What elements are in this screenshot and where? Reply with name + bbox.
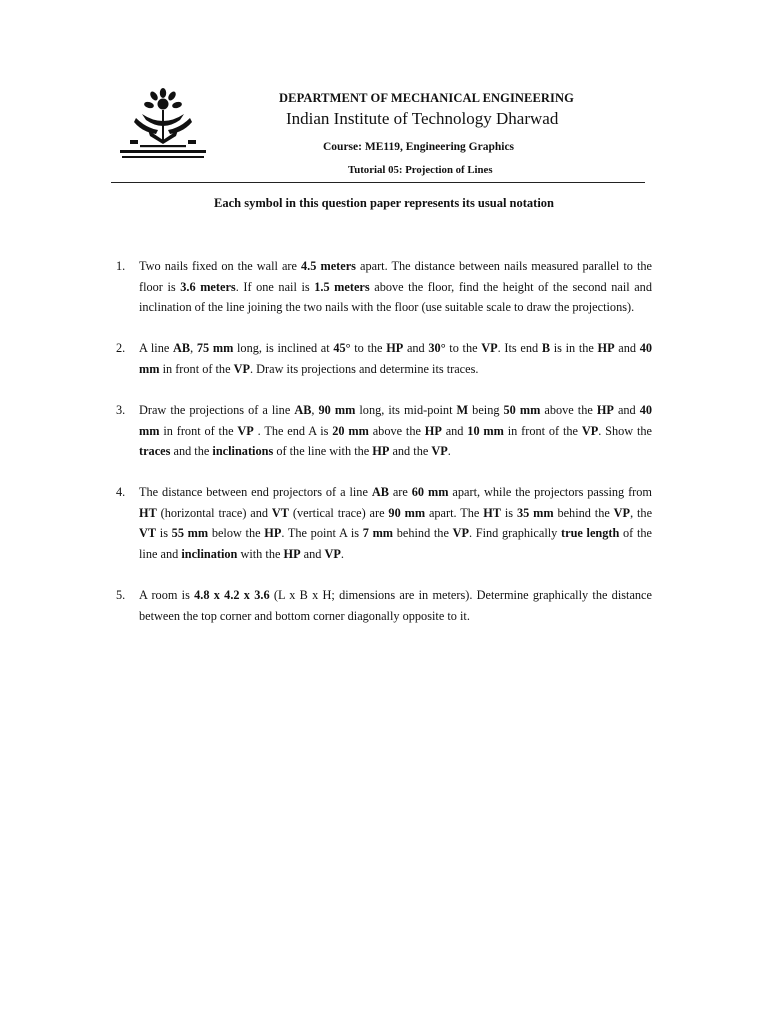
bold-term: traces [139,444,171,459]
bold-term: AB [371,485,389,500]
text-run: and [613,402,640,417]
text-run: . The point A is [281,526,363,541]
question-text [139,585,652,626]
bold-term: VP [452,526,470,541]
bold-term: HP [283,547,301,562]
text-run: long, is inclined at [233,341,334,356]
text-run: and [441,423,468,438]
question-number: 4. [116,485,126,500]
text-run: , the [630,505,653,520]
text-run: behind the [553,505,614,520]
text-run: A line [139,341,173,356]
bold-term: VP [237,423,254,438]
text-run: is [156,526,172,541]
text-run: of the line with the [273,444,373,459]
text-run: (L x B x H; dimensions are in meters). Determine graphically the distance between the top corner and bottom corner diagonally opposite to it. [139,588,652,623]
question-item [116,585,652,626]
bold-term: HP [386,341,404,356]
bold-term: M [456,402,469,417]
question-item [116,338,652,379]
bold-term: VP [581,423,599,438]
text-run: of the line and [139,526,652,562]
text-run: . If one nail is [235,279,315,294]
text-run: , [190,341,197,356]
text-run: . The end A is [253,423,333,438]
text-run: with the [237,547,284,562]
bold-term: 50 mm [503,402,541,417]
text-run: and the [170,444,213,459]
bold-term: VP [324,547,341,562]
text-run: above the [540,402,597,417]
text-run: is [501,505,517,520]
bold-term: inclinations [212,444,274,459]
text-run: in front of the [503,423,582,438]
text-run: and [614,341,640,356]
bold-term: 3.6 meters [180,279,236,294]
bold-term: 35 mm [516,505,554,520]
text-run: (vertical trace) are [289,505,389,520]
bold-term: 55 mm [171,526,209,541]
text-run: above the floor, find the height of the second nail and inclination of the line joining the two nails with the floor (use suitable scale to draw the projections). [139,279,652,315]
text-run: . Its end [497,341,542,356]
question-list [116,256,652,647]
header-divider [111,182,645,183]
text-run: below the [208,526,265,541]
text-run: apart, while the projectors passing from [448,485,652,500]
bold-term: 4.8 x 4.2 x 3.6 [194,588,270,603]
question-number: 5. [116,588,126,603]
text-run: . [447,444,451,459]
text-run: , [311,402,319,417]
text-run: in front of the [159,423,238,438]
bold-term: HT [483,505,501,520]
bold-term: AB [173,341,191,356]
text-run: to the [350,341,387,356]
question-item [116,256,652,318]
bold-term: VP [233,361,251,376]
text-run: . Show the [598,423,653,438]
question-text [139,338,652,379]
bold-term: B [541,341,551,356]
course-title: Course: ME119, Engineering Graphics [323,141,515,153]
text-run: are [388,485,412,500]
bold-term: inclination [181,547,238,562]
bold-term: 1.5 meters [314,279,370,294]
bold-term: 20 mm [332,423,369,438]
text-run: . [340,547,344,562]
text-run: Two nails fixed on the wall are [139,259,302,273]
text-run: (horizontal trace) and [156,505,272,520]
text-run: apart. The distance between nails measured parallel to the floor is [139,259,652,294]
institute-logo-icon [118,84,208,164]
text-run: . Find graphically [469,526,562,541]
text-run: apart. The [425,505,484,520]
bold-term: 4.5 meters [301,259,356,273]
question-item [116,400,652,462]
bold-term: 45° [333,341,351,356]
bold-term: HP [372,444,390,459]
text-run: in front of the [159,361,234,376]
notation-instruction: Each symbol in this question paper represents its usual notation [214,196,554,210]
institute-name: Indian Institute of Technology Dharwad [286,109,559,128]
text-run: . Draw its projections and determine its traces. [250,361,479,376]
text-run: The distance between end projectors of a line [139,485,372,500]
bold-term: 90 mm [318,402,356,417]
question-item [116,482,652,564]
bold-term: 75 mm [196,341,234,356]
bold-term: VP [481,341,498,356]
text-run: long, its mid-point [355,402,457,417]
bold-term: HP [424,423,442,438]
bold-term: HP [264,526,282,541]
text-run: being [468,402,504,417]
question-number: 3. [116,402,126,417]
tutorial-title: Tutorial 05: Projection of Lines [348,164,493,176]
bold-term: HP [596,402,614,417]
text-run: and [403,341,429,356]
bold-term: HT [139,505,157,520]
bold-term: VT [271,505,290,520]
bold-term: 40 mm [139,402,653,438]
question-text [139,482,652,564]
question-text [139,400,652,462]
bold-term: 90 mm [388,505,426,520]
text-run: above the [368,423,425,438]
bold-term: true length [561,526,620,541]
bold-term: HP [597,341,615,356]
bold-term: VP [613,505,631,520]
text-run: and the [389,444,432,459]
bold-term: 10 mm [467,423,504,438]
text-run: Draw the projections of a line [139,402,295,417]
text-run: and [300,547,325,562]
text-run: to the [445,341,482,356]
bold-term: 40 mm [139,341,653,376]
text-run: A room is [139,588,195,603]
bold-term: AB [294,402,312,417]
text-run: is in the [550,341,598,356]
bold-term: VP [431,444,448,459]
question-text [139,256,652,318]
bold-term: 30° [428,341,446,356]
department-heading: DEPARTMENT OF MECHANICAL ENGINEERING [279,91,574,105]
text-run: behind the [393,526,453,541]
bold-term: 60 mm [411,485,449,500]
bold-term: 7 mm [362,526,394,541]
bold-term: VT [139,526,157,541]
question-number: 1. [116,259,126,273]
question-number: 2. [116,341,126,356]
